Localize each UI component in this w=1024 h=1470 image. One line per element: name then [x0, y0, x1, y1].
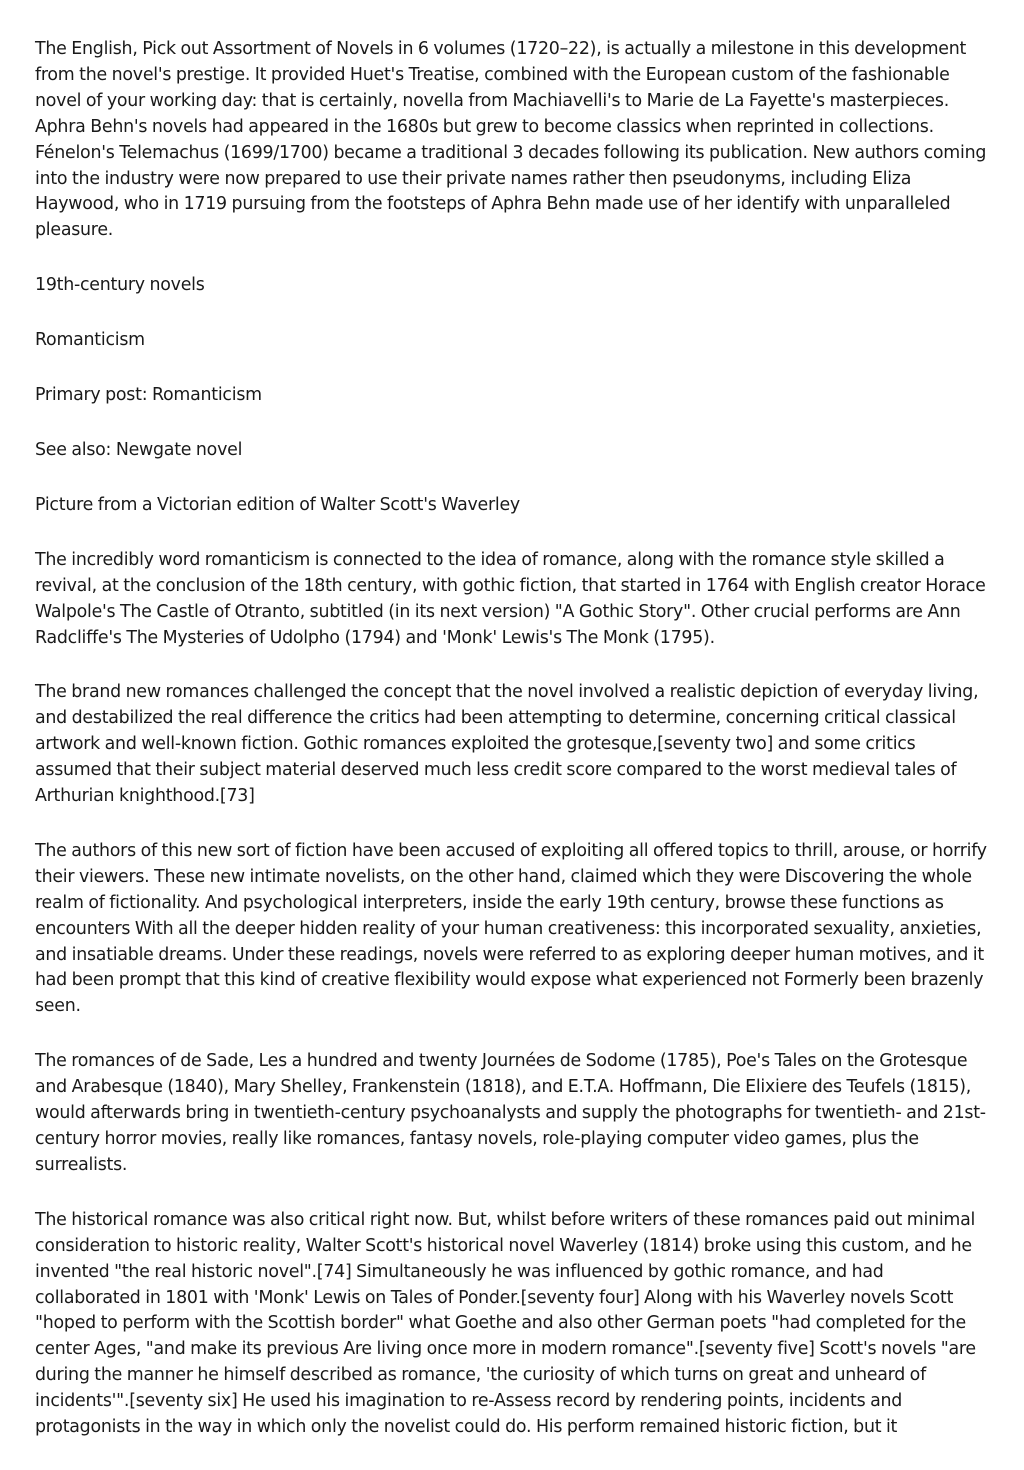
paragraph-new-romances: The brand new romances challenged the concept that the novel involved a realistic depiction of everyday living, and destabilized the real difference the critics had been attempting to determine, concerning critical classical artwork and well-known fiction. Gothic romances exploited the grotesque,[seventy two] and some critics assumed that their subject material deserved much less credit score compared to the worst medieval tales of Arthurian knighthood.[73] — [35, 682, 979, 807]
heading-romanticism: Romanticism — [35, 330, 145, 351]
paragraph-collection-of-novels: The English, Pick out Assortment of Novels in 6 volumes (1720–22), is actually a milestone in this development from the novel's prestige. It provided Huet's Treatise, combined with the European custom of the fashionable novel of your working day: that is certainly, novella from Machiavelli's to Marie de La Fayette's masterpieces. Aphra Behn's novels had appeared in the 1680s but grew to become classics when reprinted in collections. Fénelon's Telemachus (1699/1700) became a traditional 3 decades following its publication. New authors coming into the industry were now prepared to use their private names rather then pseudonyms, including Eliza Haywood, who in 1719 pursuing from the footsteps of Aphra Behn made use of her identify with unparalleled pleasure. — [35, 39, 987, 241]
paragraph-romances-de-sade: The romances of de Sade, Les a hundred and twenty Journées de Sodome (1785), Poe's Tales on the Grotesque and Arabesque (1840), Mary Shelley, Frankenstein (1818), and E.T.A. Hoffmann, Die Elixiere des Teufels (1815), would afterwards bring in twentieth-century psychoanalysts and supply the photographs for twentieth- and 21st-century horror movies, really like romances, fantasy novels, role-playing computer video games, plus the surrealists. — [35, 1051, 986, 1175]
paragraph-romanticism-origin: The incredibly word romanticism is connected to the idea of romance, along with the romance style skilled a revival, at the conclusion of the 18th century, with gothic fiction, that started in 1764 with English creator Horace Walpole's The Castle of Otranto, subtitled (in its next version) "A Gothic Story". Other crucial performs are Ann Radcliffe's The Mysteries of Udolpho (1794) and 'Monk' Lewis's The Monk (1795). — [35, 549, 986, 648]
paragraph-authors-accused: The authors of this new sort of fiction have been accused of exploiting all offered topics to thrill, arouse, or horrify their viewers. These new intimate novelists, on the other hand, claimed which they were Discovering the whole realm of fictionality. And psychological interpreters, inside the early 19th century, browse these functions as encounters With all the deeper hidden reality of your human creativeness: this incorporated sexuality, anxieties, and insatiable dreams. Under these readings, novels were referred to as exploring deeper human motives, and it had been prompt that this kind of creative flexibility would expose what experienced not Formerly been brazenly seen. — [35, 840, 987, 1017]
document-page — [35, 37, 990, 1470]
heading-19th-century-novels: 19th-century novels — [35, 275, 205, 296]
see-also-note: See also: Newgate novel — [35, 439, 243, 460]
paragraph-historical-romance: The historical romance was also critical right now. But, whilst before writers of these romances paid out minimal consideration to historic reality, Walter Scott's historical novel Waverley (1814) broke using this custom, and he invented "the real historic novel".[74] Simultaneously he was influenced by gothic romance, and had collaborated in 1801 with 'Monk' Lewis on Tales of Ponder.[seventy four] Along with his Waverley novels Scott "hoped to perform with the Scottish border" what Goethe and also other German poets "had completed for the center Ages, "and make its previous Are living once more in modern romance".[seventy five] Scott's novels "are during the manner he himself described as romance, 'the curiosity of which turns on great and unheard of incidents'".[seventy six] He used his imagination to re-Assess record by rendering points, incidents and protagonists in the way in which only the novelist could do. His perform remained historic fiction, but it — [35, 1209, 976, 1438]
primary-article-note: Primary post: Romanticism — [35, 385, 262, 406]
image-caption: Picture from a Victorian edition of Walter Scott's Waverley — [35, 494, 520, 515]
